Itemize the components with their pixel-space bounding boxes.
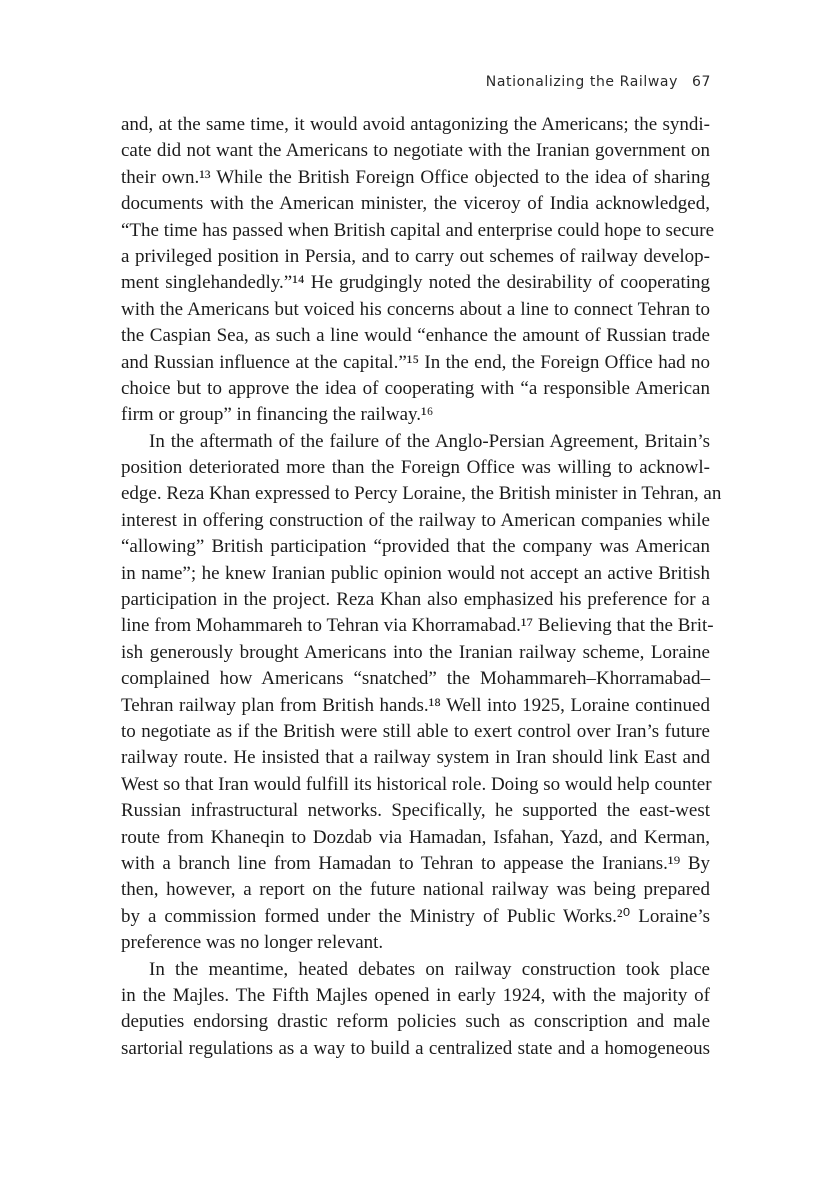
text-line: Russian infrastructural networks. Specifically, he supported the east-west xyxy=(121,800,710,822)
text-line: a privileged position in Persia, and to carry out schemes of railway develop- xyxy=(121,245,710,267)
text-line: West so that Iran would fulfill its historical role. Doing so would help counter xyxy=(121,773,712,795)
text-line: the Caspian Sea, as such a line would “enhance the amount of Russian trade xyxy=(121,325,710,347)
text-line: “The time has passed when British capital and enterprise could hope to secure xyxy=(121,219,715,241)
text-line: in name”; he knew Iranian public opinion would not accept an active British xyxy=(121,562,710,584)
text-line: with the Americans but voiced his concerns about a line to connect Tehran to xyxy=(121,298,710,320)
text-line: cate did not want the Americans to negotiate with the Iranian government on xyxy=(121,140,710,162)
text-line: In the meantime, heated debates on railway construction took place xyxy=(149,958,710,980)
body-text xyxy=(121,112,722,1062)
text-line: their own.¹³ While the British Foreign Office objected to the idea of sharing xyxy=(121,166,710,188)
text-line: interest in offering construction of the railway to American companies while xyxy=(121,509,710,531)
running-title: Nationalizing the Railway xyxy=(485,74,678,90)
text-line: then, however, a report on the future national railway was being prepared xyxy=(121,879,710,901)
text-line: In the aftermath of the failure of the Anglo-Persian Agreement, Britain’s xyxy=(149,430,710,452)
text-line: position deteriorated more than the Foreign Office was willing to acknowl- xyxy=(121,457,710,479)
page-number: 67 xyxy=(691,74,711,90)
text-line: documents with the American minister, the viceroy of India acknowledged, xyxy=(121,193,710,215)
text-line: with a branch line from Hamadan to Tehran to appease the Iranians.¹⁹ By xyxy=(121,852,710,874)
text-line: and, at the same time, it would avoid antagonizing the Americans; the syndi- xyxy=(121,114,710,135)
text-line: firm or group” in financing the railway.¹⁶ xyxy=(121,404,434,426)
text-line: in the Majles. The Fifth Majles opened in early 1924, with the majority of xyxy=(121,984,710,1006)
text-line: to negotiate as if the British were still able to exert control over Iran’s future xyxy=(121,720,710,742)
running-header xyxy=(486,74,711,90)
text-line: by a commission formed under the Ministry of Public Works.²⁰ Loraine’s xyxy=(121,905,710,927)
text-line: ment singlehandedly.”¹⁴ He grudgingly noted the desirability of cooperating xyxy=(121,272,710,294)
text-line: preference was no longer relevant. xyxy=(121,932,384,954)
text-line: complained how Americans “snatched” the Mohammareh–Khorramabad– xyxy=(121,668,710,690)
text-line: sartorial regulations as a way to build a centralized state and a homogeneous xyxy=(121,1037,710,1059)
text-line: line from Mohammareh to Tehran via Khorramabad.¹⁷ Believing that the Brit- xyxy=(121,615,714,637)
text-line: ish generously brought Americans into the Iranian railway scheme, Loraine xyxy=(121,641,710,663)
text-line: choice but to approve the idea of cooperating with “a responsible American xyxy=(121,377,710,399)
text-line: “allowing” British participation “provided that the company was American xyxy=(121,536,710,558)
paragraph-1 xyxy=(121,112,715,429)
paragraph-2 xyxy=(121,429,722,957)
text-line: Tehran railway plan from British hands.¹⁸ Well into 1925, Loraine continued xyxy=(121,694,710,716)
paragraph-3 xyxy=(121,957,710,1063)
text-line: railway route. He insisted that a railway system in Iran should link East and xyxy=(121,747,710,769)
text-line: participation in the project. Reza Khan also emphasized his preference for a xyxy=(121,589,710,611)
text-line: edge. Reza Khan expressed to Percy Loraine, the British minister in Tehran, an xyxy=(121,483,722,505)
text-line: and Russian influence at the capital.”¹⁵ In the end, the Foreign Office had no xyxy=(121,351,710,373)
text-line: route from Khaneqin to Dozdab via Hamadan, Isfahan, Yazd, and Kerman, xyxy=(121,826,710,848)
text-line: deputies endorsing drastic reform policies such as conscription and male xyxy=(121,1011,710,1033)
